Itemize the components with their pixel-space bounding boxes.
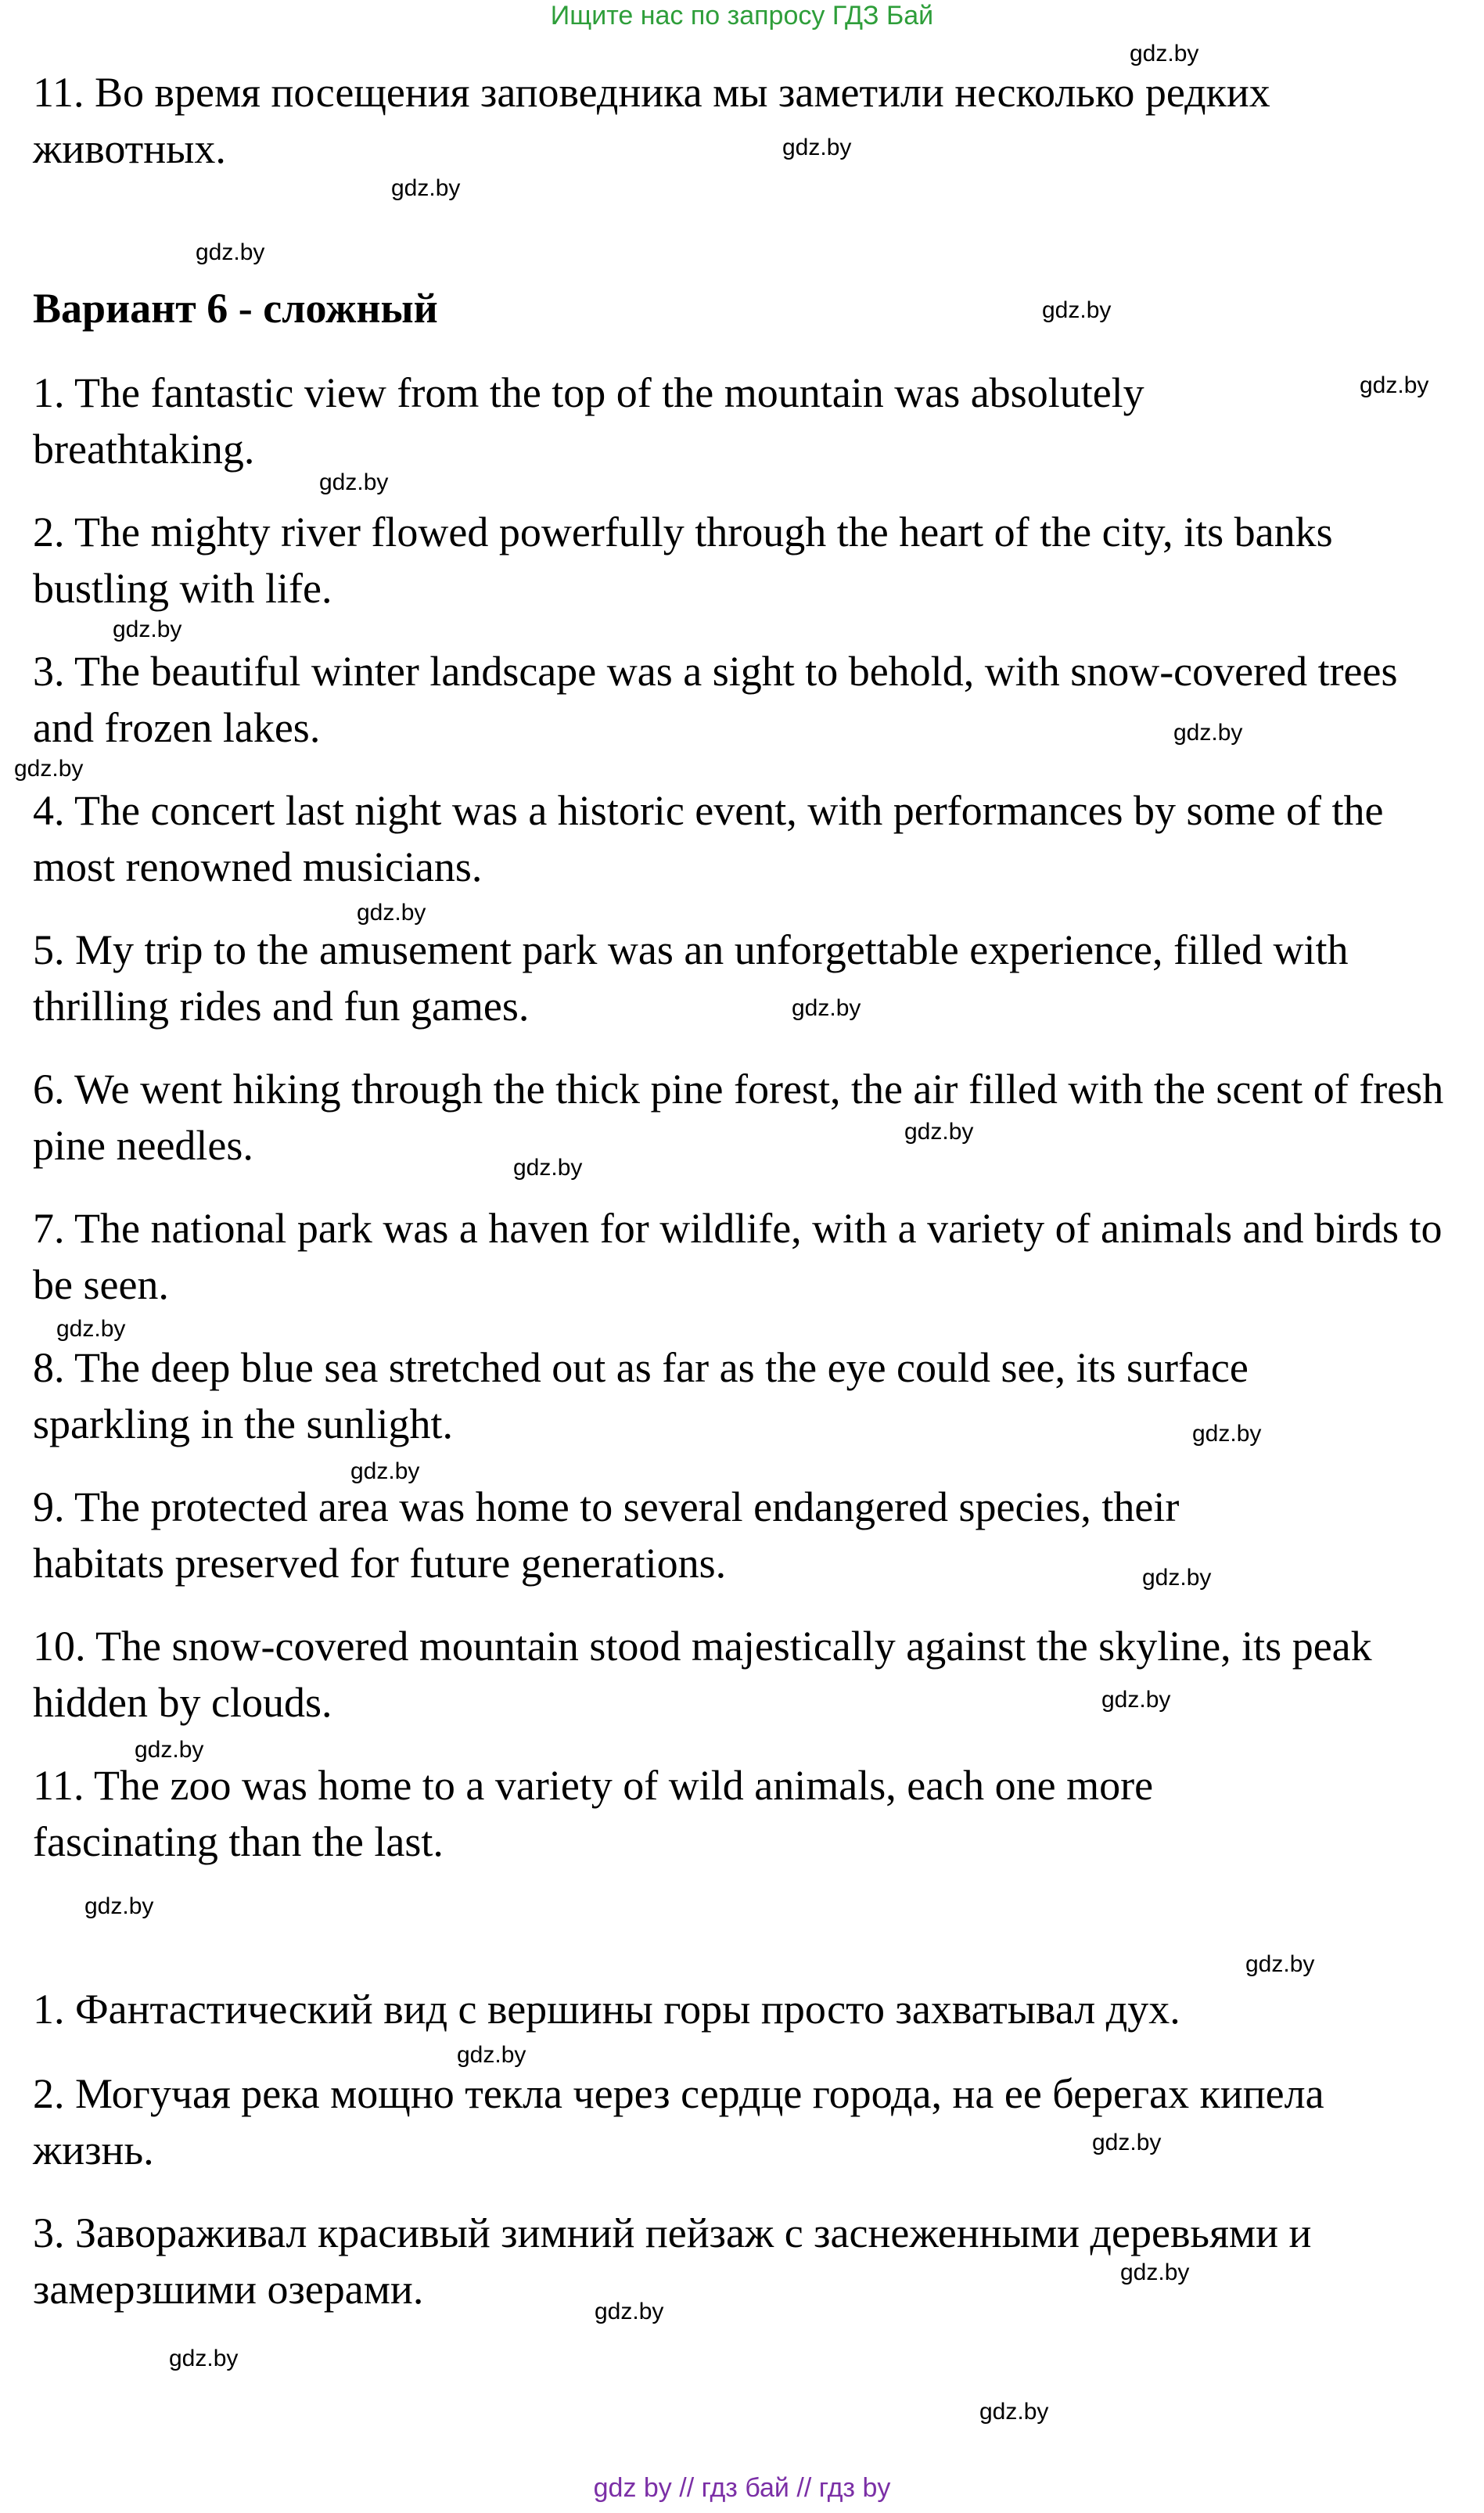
sentence-en-9: 9. The protected area was home to several endangered species, their habitats preserved for future generations. xyxy=(33,1483,1180,1587)
header-search-link[interactable]: Ищите нас по запросу ГДЗ Бай xyxy=(550,1,934,31)
sentence-en-11: 11. The zoo was home to a variety of wild animals, each one more fascinating than the last. xyxy=(33,1762,1154,1865)
sentence-en-10: 10. The snow-covered mountain stood majestically against the skyline, its peak hidden by clouds. xyxy=(33,1623,1372,1726)
watermark: gdz.by xyxy=(1245,1951,1315,1977)
watermark: gdz.by xyxy=(457,2042,526,2068)
watermark: gdz.by xyxy=(84,1893,154,1919)
watermark: gdz.by xyxy=(904,1119,974,1145)
watermark: gdz.by xyxy=(113,617,182,642)
sentence-en-2: 2. The mighty river flowed powerfully through the heart of the city, its banks bustling with life. xyxy=(33,509,1333,612)
watermark: gdz.by xyxy=(1042,297,1112,323)
sentence-ru-3: 3. Завораживал красивый зимний пейзаж с заснеженными деревьями и замерзшими озерами. xyxy=(33,2209,1312,2313)
sentence-en-7: 7. The national park was a haven for wildlife, with a variety of animals and birds to be seen. xyxy=(33,1205,1443,1308)
sentence-en-8: 8. The deep blue sea stretched out as far as the eye could see, its surface sparkling in the sunlight. xyxy=(33,1344,1249,1447)
watermark: gdz.by xyxy=(357,900,426,926)
watermark: gdz.by xyxy=(1120,2260,1190,2285)
watermark: gdz.by xyxy=(979,2399,1049,2425)
sentence-ru-2: 2. Могучая река мощно текла через сердце города, на ее берегах кипела жизнь. xyxy=(33,2070,1324,2173)
watermark: gdz.by xyxy=(56,1316,126,1342)
watermark: gdz.by xyxy=(14,756,84,782)
watermark: gdz.by xyxy=(1130,41,1199,67)
watermark: gdz.by xyxy=(169,2346,239,2371)
sentence-en-6: 6. We went hiking through the thick pine forest, the air filled with the scent of fresh pine needles. xyxy=(33,1066,1444,1169)
watermark: gdz.by xyxy=(782,135,852,160)
watermark: gdz.by xyxy=(350,1458,420,1484)
watermark: gdz.by xyxy=(1142,1565,1212,1591)
intro-item-11: 11. Во время посещения заповедника мы заметили несколько редких животных. xyxy=(33,69,1270,172)
watermark: gdz.by xyxy=(513,1155,583,1181)
watermark: gdz.by xyxy=(196,239,265,265)
sentence-en-3: 3. The beautiful winter landscape was a sight to behold, with snow-covered trees and frozen lakes. xyxy=(33,648,1398,751)
watermark: gdz.by xyxy=(1192,1421,1262,1447)
watermark: gdz.by xyxy=(319,469,389,495)
sentence-en-5: 5. My trip to the amusement park was an unforgettable experience, filled with thrilling rides and fun games. xyxy=(33,926,1349,1030)
watermark: gdz.by xyxy=(391,175,461,201)
variant-heading: Вариант 6 - сложный xyxy=(33,285,438,332)
watermark: gdz.by xyxy=(595,2299,664,2324)
watermark: gdz.by xyxy=(1101,1687,1171,1713)
watermark: gdz.by xyxy=(792,995,861,1021)
watermark: gdz.by xyxy=(135,1737,204,1763)
sentence-en-4: 4. The concert last night was a historic event, with performances by some of the most renowned musicians. xyxy=(33,787,1384,890)
sentence-en-1: 1. The fantastic view from the top of the mountain was absolutely breathtaking. xyxy=(33,369,1144,473)
sentence-ru-1: 1. Фантастический вид с вершины горы просто захватывал дух. xyxy=(33,1986,1180,2033)
watermark: gdz.by xyxy=(1360,372,1429,398)
footer-links[interactable]: gdz by // гдз бай // гдз by xyxy=(593,2473,891,2503)
watermark: gdz.by xyxy=(1173,720,1243,746)
watermark: gdz.by xyxy=(1092,2130,1162,2155)
